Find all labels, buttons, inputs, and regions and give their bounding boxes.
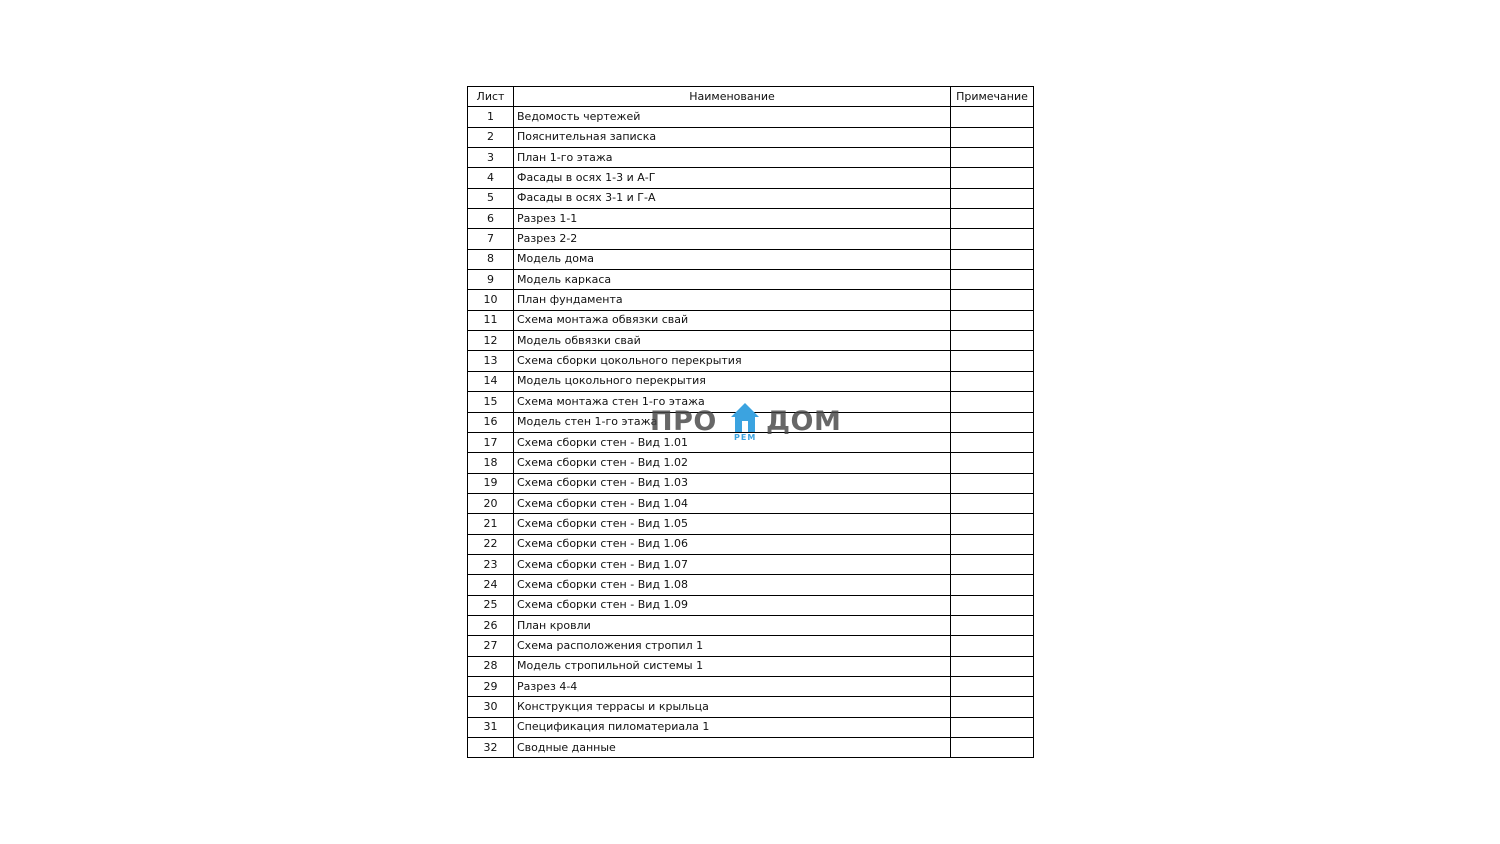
sheet-name-cell: Схема сборки стен - Вид 1.01 bbox=[514, 432, 951, 452]
sheet-number-cell: 6 bbox=[468, 209, 514, 229]
sheet-note-cell bbox=[951, 290, 1034, 310]
sheet-note-cell bbox=[951, 310, 1034, 330]
sheet-note-cell bbox=[951, 595, 1034, 615]
sheet-note-cell bbox=[951, 249, 1034, 269]
table-row bbox=[468, 229, 1034, 249]
sheet-name-cell: Схема сборки цокольного перекрытия bbox=[514, 351, 951, 371]
drawings-list-table bbox=[467, 86, 1034, 758]
sheet-number-cell: 7 bbox=[468, 229, 514, 249]
sheet-note-cell bbox=[951, 514, 1034, 534]
sheet-note-cell bbox=[951, 107, 1034, 127]
sheet-note-cell bbox=[951, 270, 1034, 290]
sheet-number-cell: 20 bbox=[468, 493, 514, 513]
sheet-name-cell: Схема сборки стен - Вид 1.08 bbox=[514, 575, 951, 595]
sheet-number-cell: 32 bbox=[468, 738, 514, 758]
table-row bbox=[468, 493, 1034, 513]
header-note: Примечание bbox=[951, 87, 1034, 107]
sheet-name-cell: Ведомость чертежей bbox=[514, 107, 951, 127]
sheet-name-cell: Модель дома bbox=[514, 249, 951, 269]
sheet-number-cell: 12 bbox=[468, 331, 514, 351]
sheet-number-cell: 15 bbox=[468, 392, 514, 412]
sheet-name-cell: Разрез 2-2 bbox=[514, 229, 951, 249]
table-row bbox=[468, 432, 1034, 452]
sheet-note-cell bbox=[951, 127, 1034, 147]
header-name: Наименование bbox=[514, 87, 951, 107]
header-sheet: Лист bbox=[468, 87, 514, 107]
sheet-name-cell: Модель каркаса bbox=[514, 270, 951, 290]
sheet-number-cell: 18 bbox=[468, 453, 514, 473]
sheet-note-cell bbox=[951, 188, 1034, 208]
sheet-number-cell: 11 bbox=[468, 310, 514, 330]
sheet-note-cell bbox=[951, 453, 1034, 473]
table-row bbox=[468, 697, 1034, 717]
sheet-number-cell: 26 bbox=[468, 615, 514, 635]
table-row bbox=[468, 534, 1034, 554]
table-row bbox=[468, 717, 1034, 737]
sheet-name-cell: Схема сборки стен - Вид 1.05 bbox=[514, 514, 951, 534]
sheet-note-cell bbox=[951, 615, 1034, 635]
table-row bbox=[468, 453, 1034, 473]
table-row bbox=[468, 168, 1034, 188]
table-row bbox=[468, 676, 1034, 696]
sheet-note-cell bbox=[951, 371, 1034, 391]
sheet-number-cell: 31 bbox=[468, 717, 514, 737]
table-row bbox=[468, 575, 1034, 595]
sheet-name-cell: Модель стен 1-го этажа bbox=[514, 412, 951, 432]
sheet-number-cell: 27 bbox=[468, 636, 514, 656]
sheet-name-cell: План 1-го этажа bbox=[514, 148, 951, 168]
sheet-number-cell: 21 bbox=[468, 514, 514, 534]
sheet-number-cell: 25 bbox=[468, 595, 514, 615]
table-row bbox=[468, 290, 1034, 310]
sheet-number-cell: 23 bbox=[468, 554, 514, 574]
sheet-number-cell: 16 bbox=[468, 412, 514, 432]
sheet-number-cell: 28 bbox=[468, 656, 514, 676]
sheet-name-cell: План кровли bbox=[514, 615, 951, 635]
table-row bbox=[468, 249, 1034, 269]
sheet-note-cell bbox=[951, 554, 1034, 574]
sheet-name-cell: Сводные данные bbox=[514, 738, 951, 758]
table-row bbox=[468, 209, 1034, 229]
sheet-name-cell: Пояснительная записка bbox=[514, 127, 951, 147]
table-row bbox=[468, 392, 1034, 412]
sheet-note-cell bbox=[951, 717, 1034, 737]
sheet-number-cell: 4 bbox=[468, 168, 514, 188]
sheet-name-cell: Схема расположения стропил 1 bbox=[514, 636, 951, 656]
sheet-note-cell bbox=[951, 534, 1034, 554]
sheet-name-cell: Фасады в осях 1-3 и А-Г bbox=[514, 168, 951, 188]
sheet-note-cell bbox=[951, 392, 1034, 412]
sheet-number-cell: 1 bbox=[468, 107, 514, 127]
sheet-note-cell bbox=[951, 575, 1034, 595]
table-row bbox=[468, 615, 1034, 635]
sheet-note-cell bbox=[951, 229, 1034, 249]
table-row bbox=[468, 148, 1034, 168]
table-row bbox=[468, 127, 1034, 147]
sheet-number-cell: 19 bbox=[468, 473, 514, 493]
sheet-note-cell bbox=[951, 351, 1034, 371]
sheet-note-cell bbox=[951, 738, 1034, 758]
table-row bbox=[468, 636, 1034, 656]
sheet-number-cell: 30 bbox=[468, 697, 514, 717]
sheet-number-cell: 8 bbox=[468, 249, 514, 269]
table-row bbox=[468, 595, 1034, 615]
sheet-name-cell: План фундамента bbox=[514, 290, 951, 310]
table-header-row bbox=[468, 87, 1034, 107]
sheet-number-cell: 13 bbox=[468, 351, 514, 371]
sheet-name-cell: Спецификация пиломатериала 1 bbox=[514, 717, 951, 737]
sheet-name-cell: Модель цокольного перекрытия bbox=[514, 371, 951, 391]
table-row bbox=[468, 412, 1034, 432]
sheet-number-cell: 17 bbox=[468, 432, 514, 452]
sheet-note-cell bbox=[951, 473, 1034, 493]
sheet-note-cell bbox=[951, 209, 1034, 229]
sheet-name-cell: Модель стропильной системы 1 bbox=[514, 656, 951, 676]
sheet-name-cell: Схема монтажа обвязки свай bbox=[514, 310, 951, 330]
table-row bbox=[468, 371, 1034, 391]
sheet-name-cell: Разрез 4-4 bbox=[514, 676, 951, 696]
sheet-number-cell: 5 bbox=[468, 188, 514, 208]
sheet-number-cell: 9 bbox=[468, 270, 514, 290]
sheet-number-cell: 22 bbox=[468, 534, 514, 554]
sheet-number-cell: 2 bbox=[468, 127, 514, 147]
sheet-name-cell: Схема сборки стен - Вид 1.09 bbox=[514, 595, 951, 615]
sheet-note-cell bbox=[951, 636, 1034, 656]
sheet-note-cell bbox=[951, 412, 1034, 432]
sheet-number-cell: 24 bbox=[468, 575, 514, 595]
sheet-name-cell: Фасады в осях 3-1 и Г-А bbox=[514, 188, 951, 208]
table-row bbox=[468, 270, 1034, 290]
sheet-name-cell: Схема сборки стен - Вид 1.02 bbox=[514, 453, 951, 473]
sheet-number-cell: 14 bbox=[468, 371, 514, 391]
sheet-note-cell bbox=[951, 656, 1034, 676]
table-row bbox=[468, 738, 1034, 758]
sheet-name-cell: Схема сборки стен - Вид 1.06 bbox=[514, 534, 951, 554]
table-row bbox=[468, 107, 1034, 127]
sheet-note-cell bbox=[951, 168, 1034, 188]
sheet-note-cell bbox=[951, 697, 1034, 717]
sheet-note-cell bbox=[951, 432, 1034, 452]
watermark-sub-text: РЕМ bbox=[734, 433, 757, 442]
table-row bbox=[468, 473, 1034, 493]
sheet-name-cell: Схема сборки стен - Вид 1.07 bbox=[514, 554, 951, 574]
sheet-name-cell: Схема сборки стен - Вид 1.03 bbox=[514, 473, 951, 493]
watermark-right-text: ДОМ bbox=[766, 406, 842, 437]
table-row bbox=[468, 331, 1034, 351]
sheet-note-cell bbox=[951, 148, 1034, 168]
table-row bbox=[468, 351, 1034, 371]
sheet-name-cell: Модель обвязки свай bbox=[514, 331, 951, 351]
table-row bbox=[468, 554, 1034, 574]
sheet-name-cell: Схема сборки стен - Вид 1.04 bbox=[514, 493, 951, 513]
sheet-note-cell bbox=[951, 331, 1034, 351]
table-row bbox=[468, 310, 1034, 330]
table-body bbox=[468, 107, 1034, 758]
sheet-number-cell: 10 bbox=[468, 290, 514, 310]
sheet-name-cell: Разрез 1-1 bbox=[514, 209, 951, 229]
sheet-name-cell: Конструкция террасы и крыльца bbox=[514, 697, 951, 717]
sheet-name-cell: Схема монтажа стен 1-го этажа bbox=[514, 392, 951, 412]
table-row bbox=[468, 188, 1034, 208]
sheet-note-cell bbox=[951, 676, 1034, 696]
table-row bbox=[468, 514, 1034, 534]
watermark-left-text: ПРО bbox=[650, 406, 717, 437]
sheet-note-cell bbox=[951, 493, 1034, 513]
table-row bbox=[468, 656, 1034, 676]
sheet-number-cell: 3 bbox=[468, 148, 514, 168]
sheet-number-cell: 29 bbox=[468, 676, 514, 696]
